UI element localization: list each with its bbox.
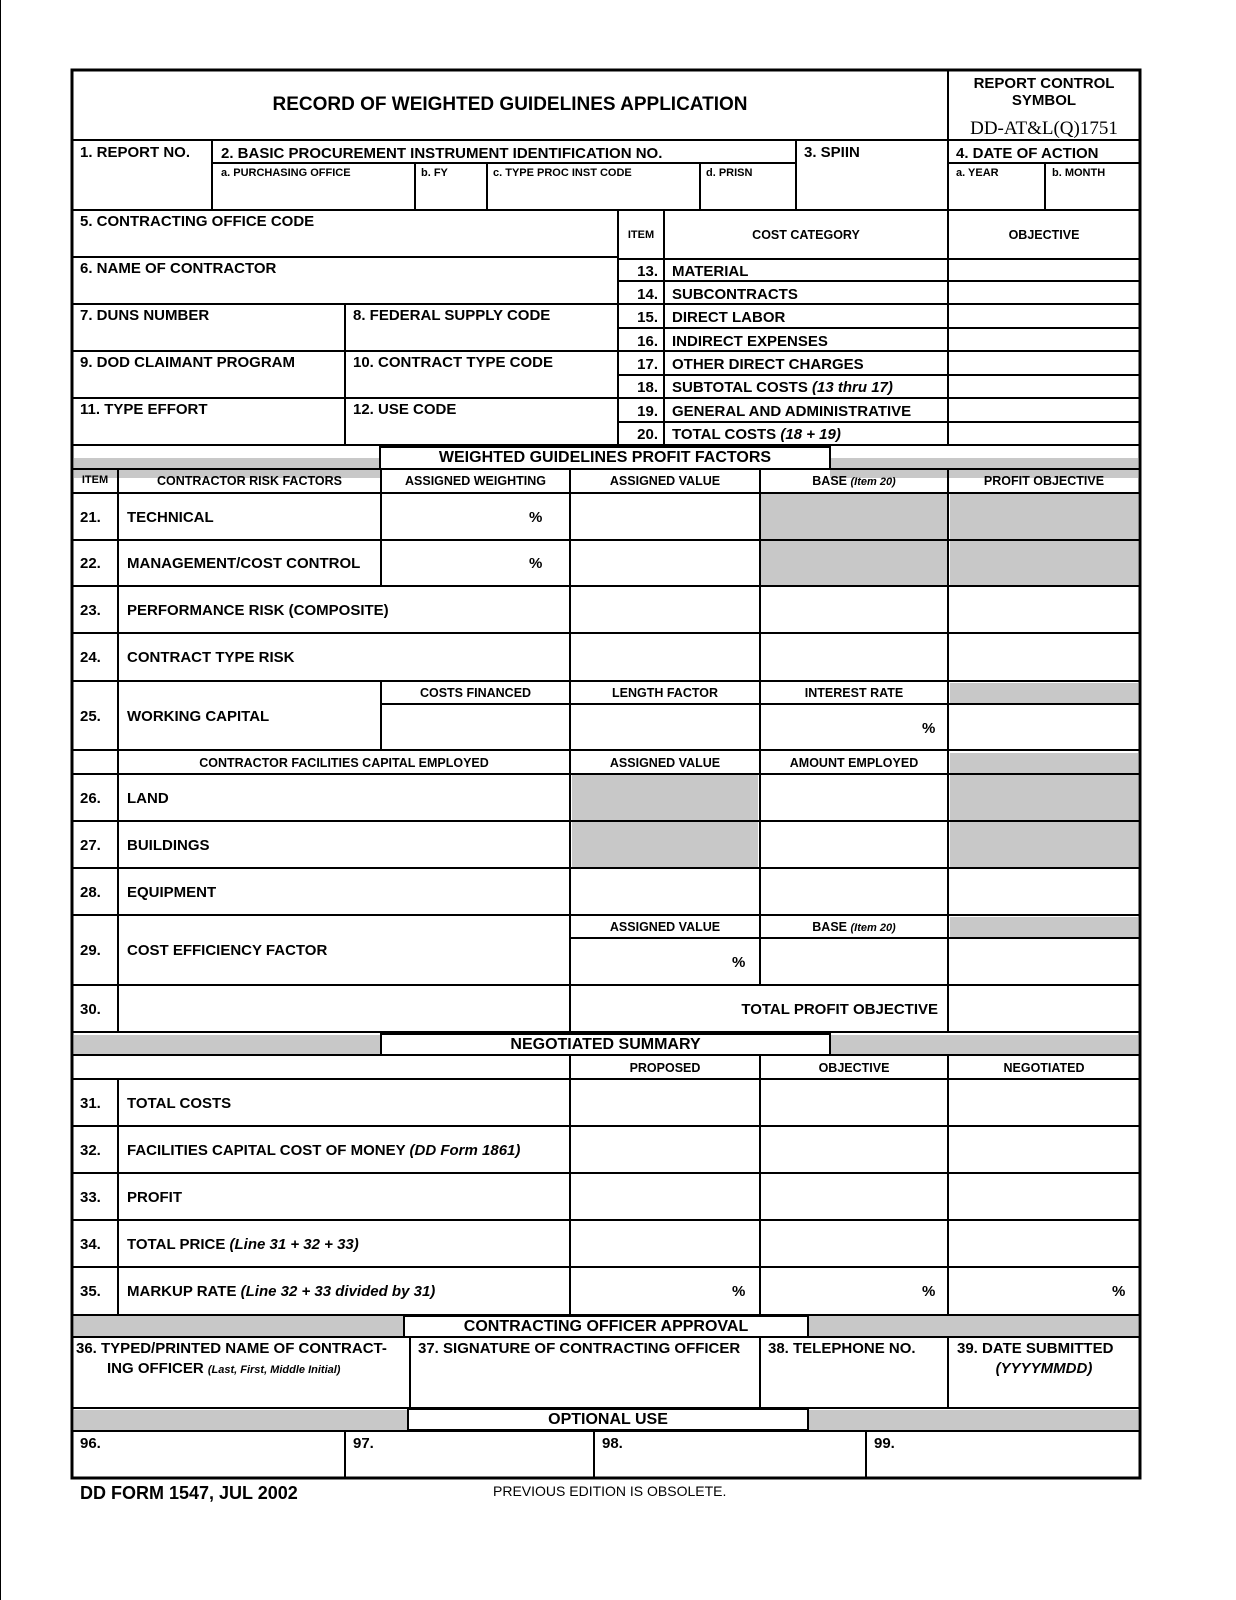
typed-name-label-2 — [107, 1361, 340, 1376]
shade-21-base — [760, 494, 948, 540]
shade-appr-right — [808, 1316, 1138, 1336]
wg-item-header: ITEM — [81, 474, 109, 486]
basic-proc-label: 2. BASIC PROCUREMENT INSTRUMENT IDENTIFICATION NO. — [221, 145, 663, 162]
signature-label: 37. SIGNATURE OF CONTRACTING OFFICER — [418, 1340, 741, 1357]
row-27-amount-input[interactable] — [762, 823, 946, 866]
federal-supply-code-label: 8. FEDERAL SUPPLY CODE — [353, 307, 551, 324]
duns-input[interactable] — [74, 326, 343, 350]
cost-row — [618, 285, 1140, 307]
shade-26-value — [572, 775, 758, 821]
month-label: b. MONTH — [1052, 167, 1106, 179]
row-23-label: PERFORMANCE RISK (COMPOSITE) — [127, 602, 389, 619]
row-21-label: TECHNICAL — [127, 509, 214, 526]
date-submitted-note: (YYYYMMDD) — [995, 1360, 1093, 1377]
optional-96-input[interactable] — [74, 1453, 343, 1476]
dod-claimant-input[interactable] — [74, 373, 343, 397]
cost-row-no: 20. — [637, 426, 658, 443]
cost-category-header: COST CATEGORY — [752, 228, 860, 242]
cost-row-label: SUBCONTRACTS — [672, 286, 798, 303]
proposed-header: PROPOSED — [629, 1061, 701, 1075]
row-26-label: LAND — [127, 790, 169, 807]
costs-financed-header: COSTS FINANCED — [419, 686, 532, 700]
cost-row-no: 16. — [637, 333, 658, 350]
spiin-input[interactable] — [798, 163, 946, 208]
row-28-value-input[interactable] — [572, 870, 758, 913]
cost-row-label — [672, 380, 893, 395]
row-29-profit-input[interactable] — [950, 940, 1138, 983]
row-33-no: 33. — [80, 1189, 101, 1206]
facilities-header: CONTRACTOR FACILITIES CAPITAL EMPLOYED — [199, 756, 489, 770]
row-24-no: 24. — [80, 649, 101, 666]
optional-97-input[interactable] — [347, 1453, 592, 1476]
row-23-no: 23. — [80, 602, 101, 619]
shade-29-head — [950, 917, 1138, 937]
row-35-objective-pct: % — [922, 1283, 936, 1300]
cost-objective-input[interactable] — [950, 355, 1140, 373]
type-proc-label: c. TYPE PROC INST CODE — [493, 167, 632, 179]
contract-type-code-input[interactable] — [347, 373, 616, 397]
cef-base-header — [760, 921, 948, 934]
row-25-profit-input[interactable] — [950, 706, 1138, 748]
type-effort-label: 11. TYPE EFFORT — [80, 401, 208, 418]
cost-row-no: 18. — [637, 379, 658, 396]
cost-objective-input[interactable] — [950, 378, 1140, 396]
cost-row-note: (18 + 19) — [780, 426, 841, 443]
row-22-pct: % — [529, 555, 543, 572]
row-29-label: COST EFFICIENCY FACTOR — [127, 942, 328, 959]
row-29-value-input[interactable] — [572, 940, 727, 983]
duns-label: 7. DUNS NUMBER — [80, 307, 210, 324]
optional-99-label: 99. — [874, 1435, 895, 1452]
shade-appr-left — [74, 1316, 404, 1336]
shade-22-profit — [950, 541, 1138, 587]
row-31-label: TOTAL COSTS — [127, 1095, 232, 1112]
telephone-input[interactable] — [762, 1360, 946, 1406]
amount-employed-header: AMOUNT EMPLOYED — [789, 756, 919, 770]
row-23-value-input[interactable] — [572, 588, 758, 631]
type-effort-input[interactable] — [74, 420, 343, 444]
shade-neg-right — [830, 1035, 1138, 1054]
row-35-label-text: MARKUP RATE — [127, 1283, 237, 1300]
wg-section-title: WEIGHTED GUIDELINES PROFIT FACTORS — [438, 449, 772, 466]
row-24-base-input[interactable] — [762, 635, 946, 679]
cost-objective-input[interactable] — [950, 425, 1140, 443]
cost-row — [618, 262, 1140, 284]
row-29-no: 29. — [80, 942, 101, 959]
row-22-value-input[interactable] — [572, 542, 758, 584]
shade-27-value — [572, 822, 758, 868]
shade-fac-head — [950, 753, 1138, 773]
row-35-note: (Line 32 + 33 divided by 31) — [240, 1283, 436, 1300]
rcs-value: DD-AT&L(Q)1751 — [970, 118, 1118, 139]
cost-row-label: DIRECT LABOR — [672, 309, 786, 326]
cost-row — [618, 308, 1140, 330]
cost-objective-input[interactable] — [950, 262, 1140, 280]
optional-98-label: 98. — [602, 1435, 623, 1452]
cost-row-no: 15. — [637, 309, 658, 326]
negotiated-header: NEGOTIATED — [1003, 1061, 1085, 1075]
row-24-value-input[interactable] — [572, 635, 758, 679]
shade-opt-right — [808, 1410, 1138, 1430]
contractor-name-input[interactable] — [74, 279, 616, 303]
row-34-label-text: TOTAL PRICE — [127, 1236, 226, 1253]
risk-factors-header: CONTRACTOR RISK FACTORS — [157, 474, 342, 488]
assigned-value-header: ASSIGNED VALUE — [609, 474, 721, 488]
cost-row — [618, 378, 1140, 400]
dod-claimant-label: 9. DOD CLAIMANT PROGRAM — [80, 354, 295, 371]
length-factor-header: LENGTH FACTOR — [611, 686, 719, 700]
row-25-pct: % — [922, 720, 936, 737]
cost-row-no: 17. — [637, 356, 658, 373]
objective-column-inputs[interactable] — [762, 1081, 946, 1313]
row-33-label: PROFIT — [127, 1189, 182, 1206]
optional-use-title: OPTIONAL USE — [548, 1411, 668, 1428]
row-35-no: 35. — [80, 1283, 101, 1300]
interest-rate-header: INTEREST RATE — [804, 686, 904, 700]
date-of-action-label: 4. DATE OF ACTION — [956, 145, 1099, 162]
cost-row-no: 19. — [637, 403, 658, 420]
cost-row-no: 14. — [637, 286, 658, 303]
cost-row-note: (13 thru 17) — [812, 379, 893, 396]
report-no-label: 1. REPORT NO. — [80, 144, 191, 161]
shade-22-base — [760, 541, 948, 587]
signature-input[interactable] — [412, 1360, 758, 1406]
row-28-profit-input[interactable] — [950, 870, 1138, 913]
row-35-negotiated-pct: % — [1112, 1283, 1126, 1300]
cost-row-label-text: TOTAL COSTS — [672, 426, 777, 443]
approval-section-title: CONTRACTING OFFICER APPROVAL — [463, 1318, 749, 1335]
cost-objective-input[interactable] — [950, 308, 1140, 326]
telephone-label: 38. TELEPHONE NO. — [768, 1340, 916, 1357]
row-22-label: MANAGEMENT/COST CONTROL — [127, 555, 361, 572]
cost-objective-input[interactable] — [950, 332, 1140, 350]
row-24-label: CONTRACT TYPE RISK — [127, 649, 295, 666]
use-code-label: 12. USE CODE — [353, 401, 457, 418]
report-no-input[interactable] — [74, 163, 210, 208]
optional-96-label: 96. — [80, 1435, 101, 1452]
base-header-note: (Item 20) — [850, 476, 896, 488]
federal-supply-code-input[interactable] — [347, 326, 616, 350]
row-29-pct: % — [732, 954, 746, 971]
date-submitted-label: 39. DATE SUBMITTED — [957, 1340, 1114, 1357]
shade-neg-left — [74, 1035, 380, 1054]
optional-99-input[interactable] — [868, 1453, 1138, 1476]
form-title: RECORD OF WEIGHTED GUIDELINES APPLICATION — [272, 94, 748, 115]
cef-assigned-value-header: ASSIGNED VALUE — [609, 920, 721, 934]
fac-assigned-value-header: ASSIGNED VALUE — [609, 756, 721, 770]
cost-row — [618, 402, 1140, 424]
prisn-label: d. PRISN — [706, 167, 753, 179]
base-header-text: BASE — [812, 474, 847, 488]
row-32-label — [127, 1143, 520, 1158]
spiin-label: 3. SPIIN — [804, 144, 860, 161]
row-21-pct: % — [529, 509, 543, 526]
row-34-no: 34. — [80, 1236, 101, 1253]
row-28-no: 28. — [80, 884, 101, 901]
shade-26-profit — [950, 775, 1138, 821]
neg-objective-header: OBJECTIVE — [818, 1061, 890, 1075]
cost-row — [618, 332, 1140, 354]
row-27-label: BUILDINGS — [127, 837, 210, 854]
contract-type-code-label: 10. CONTRACT TYPE CODE — [353, 354, 554, 371]
row-24-profit-input[interactable] — [950, 635, 1138, 679]
row-23-profit-input[interactable] — [950, 588, 1138, 631]
shade-25-head — [950, 683, 1138, 703]
base-header — [760, 475, 948, 488]
date-submitted-input[interactable] — [950, 1382, 1138, 1406]
row-30-label: TOTAL PROFIT OBJECTIVE — [741, 1001, 938, 1018]
type-proc-input[interactable] — [489, 182, 698, 209]
contractor-name-label: 6. NAME OF CONTRACTOR — [80, 260, 277, 277]
shade-27-profit — [950, 822, 1138, 868]
month-input[interactable] — [1047, 182, 1138, 209]
cost-row-label: INDIRECT EXPENSES — [672, 333, 828, 350]
cost-row-label: GENERAL AND ADMINISTRATIVE — [672, 403, 912, 420]
cost-row-label: OTHER DIRECT CHARGES — [672, 356, 864, 373]
row-27-no: 27. — [80, 837, 101, 854]
costs-financed-input[interactable] — [383, 706, 568, 748]
cost-item-header: ITEM — [627, 229, 655, 241]
row-29-base-input[interactable] — [762, 940, 946, 983]
row-22-no: 22. — [80, 555, 101, 572]
row-21-value-input[interactable] — [572, 496, 758, 538]
contracting-office-code-input[interactable] — [74, 232, 616, 256]
rcs-label-2: SYMBOL — [1011, 92, 1077, 109]
typed-name-label: 36. TYPED/PRINTED NAME OF CONTRACT- — [76, 1340, 387, 1357]
typed-name-note: (Last, First, Middle Initial) — [207, 1364, 341, 1376]
profit-objective-header: PROFIT OBJECTIVE — [983, 474, 1105, 488]
cost-row-label: MATERIAL — [672, 263, 749, 280]
row-28-amount-input[interactable] — [762, 870, 946, 913]
row-35-proposed-pct: % — [732, 1283, 746, 1300]
year-label: a. YEAR — [956, 167, 999, 179]
row-28-label: EQUIPMENT — [127, 884, 217, 901]
row-34-note: (Line 31 + 32 + 33) — [229, 1236, 359, 1253]
typed-name-label-2-text: ING OFFICER — [107, 1360, 204, 1377]
contracting-office-code-label: 5. CONTRACTING OFFICE CODE — [80, 213, 315, 230]
row-34-label — [127, 1237, 359, 1252]
row-23-base-input[interactable] — [762, 588, 946, 631]
cost-objective-header: OBJECTIVE — [1008, 228, 1080, 242]
row-21-weighting-input[interactable] — [383, 496, 523, 538]
cost-row — [618, 425, 1140, 447]
typed-name-input[interactable] — [74, 1380, 408, 1406]
row-30-no: 30. — [80, 1001, 101, 1018]
use-code-input[interactable] — [347, 420, 616, 444]
optional-97-label: 97. — [353, 1435, 374, 1452]
rcs-label: REPORT CONTROL — [973, 75, 1115, 92]
cef-base-header-note: (Item 20) — [850, 922, 896, 934]
purchasing-office-label: a. PURCHASING OFFICE — [221, 167, 351, 179]
row-21-no: 21. — [80, 509, 101, 526]
row-25-label: WORKING CAPITAL — [127, 708, 270, 725]
total-profit-objective-input[interactable] — [950, 987, 1138, 1030]
cost-objective-input[interactable] — [950, 402, 1140, 420]
shade-21-profit — [950, 494, 1138, 540]
row-32-note: (DD Form 1861) — [409, 1142, 521, 1159]
row-32-label-text: FACILITIES CAPITAL COST OF MONEY — [127, 1142, 406, 1159]
row-26-no: 26. — [80, 790, 101, 807]
row-31-no: 31. — [80, 1095, 101, 1112]
cost-row-label — [672, 427, 841, 442]
fy-input[interactable] — [417, 182, 485, 209]
fy-label: b. FY — [421, 167, 448, 179]
shade-opt-left — [74, 1410, 408, 1430]
negotiated-column-inputs[interactable] — [950, 1081, 1138, 1313]
cost-objective-input[interactable] — [950, 285, 1140, 303]
row-26-amount-input[interactable] — [762, 776, 946, 819]
purchasing-office-input[interactable] — [214, 182, 413, 209]
obsolete-note: PREVIOUS EDITION IS OBSOLETE. — [493, 1483, 727, 1499]
row-35-label — [127, 1284, 435, 1299]
negotiated-summary-title: NEGOTIATED SUMMARY — [510, 1036, 701, 1053]
assigned-weighting-header: ASSIGNED WEIGHTING — [405, 474, 546, 488]
interest-rate-input[interactable] — [762, 706, 917, 748]
proposed-column-inputs[interactable] — [572, 1081, 758, 1313]
cef-base-header-text: BASE — [812, 920, 847, 934]
row-25-no: 25. — [80, 708, 101, 725]
optional-98-input[interactable] — [596, 1453, 864, 1476]
cost-row — [618, 355, 1140, 377]
row-32-no: 32. — [80, 1142, 101, 1159]
length-factor-input[interactable] — [572, 706, 758, 748]
prisn-input[interactable] — [702, 182, 794, 209]
row-22-weighting-input[interactable] — [383, 542, 523, 584]
year-input[interactable] — [950, 182, 1043, 209]
form-number: DD FORM 1547, JUL 2002 — [80, 1483, 298, 1503]
cost-row-no: 13. — [637, 263, 658, 280]
cost-row-label-text: SUBTOTAL COSTS — [672, 379, 808, 396]
